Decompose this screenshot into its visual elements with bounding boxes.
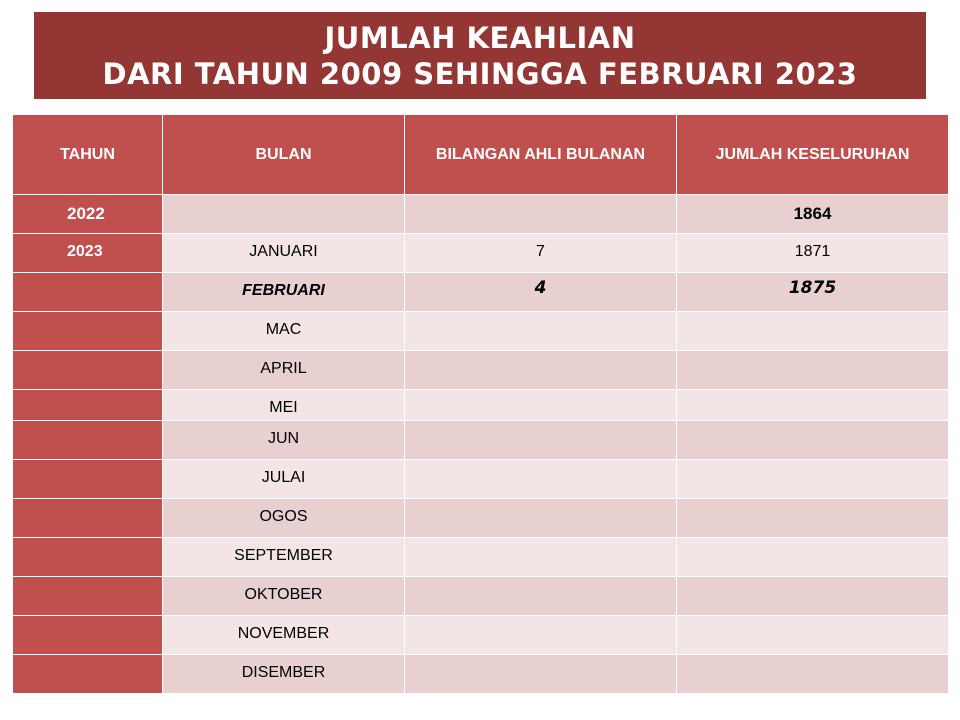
total-count-cell: 1871	[677, 234, 949, 273]
monthly-count-cell	[405, 655, 677, 694]
monthly-count-cell	[405, 577, 677, 616]
month-cell: MAC	[163, 312, 405, 351]
monthly-count-cell	[405, 351, 677, 390]
header-tahun: TAHUN	[13, 115, 163, 195]
table-row	[13, 460, 949, 499]
title-banner	[34, 12, 926, 99]
membership-table	[12, 114, 949, 694]
year-cell: 2023	[13, 234, 163, 273]
monthly-count-cell	[405, 538, 677, 577]
table-row	[13, 421, 949, 460]
title-line-1: JUMLAH KEAHLIAN	[324, 20, 636, 55]
total-count-cell	[677, 421, 949, 460]
year-cell	[13, 577, 163, 616]
year-cell	[13, 312, 163, 351]
year-cell	[13, 499, 163, 538]
total-count-cell: 1875	[677, 273, 949, 312]
year-cell	[13, 655, 163, 694]
table-row	[13, 195, 949, 234]
table-row	[13, 351, 949, 390]
total-count-cell	[677, 616, 949, 655]
table-row	[13, 538, 949, 577]
total-count-cell	[677, 655, 949, 694]
total-count-cell	[677, 351, 949, 390]
year-cell	[13, 351, 163, 390]
table-row	[13, 273, 949, 312]
table-row	[13, 499, 949, 538]
total-count-cell: 1864	[677, 195, 949, 234]
total-count-cell	[677, 460, 949, 499]
month-cell: MEI	[163, 390, 405, 421]
total-count-cell	[677, 312, 949, 351]
total-count-cell	[677, 577, 949, 616]
header-bulan: BULAN	[163, 115, 405, 195]
month-cell: APRIL	[163, 351, 405, 390]
year-cell	[13, 460, 163, 499]
year-cell	[13, 538, 163, 577]
year-cell: 2022	[13, 195, 163, 234]
table-row	[13, 655, 949, 694]
month-cell: OGOS	[163, 499, 405, 538]
table-header-row	[13, 115, 949, 195]
total-count-cell	[677, 538, 949, 577]
table-row	[13, 312, 949, 351]
year-cell	[13, 616, 163, 655]
total-count-cell	[677, 499, 949, 538]
monthly-count-cell	[405, 616, 677, 655]
month-cell: JUN	[163, 421, 405, 460]
month-cell	[163, 195, 405, 234]
month-cell: DISEMBER	[163, 655, 405, 694]
monthly-count-cell	[405, 195, 677, 234]
year-cell	[13, 390, 163, 421]
month-cell: JULAI	[163, 460, 405, 499]
table-row	[13, 390, 949, 421]
table-row	[13, 234, 949, 273]
table-row	[13, 577, 949, 616]
title-line-2: DARI TAHUN 2009 SEHINGGA FEBRUARI 2023	[102, 56, 858, 91]
year-cell	[13, 273, 163, 312]
monthly-count-cell: 4	[405, 273, 677, 312]
header-jumlah-keseluruhan: JUMLAH KESELURUHAN	[677, 115, 949, 195]
monthly-count-cell	[405, 421, 677, 460]
monthly-count-cell	[405, 460, 677, 499]
month-cell: JANUARI	[163, 234, 405, 273]
table-row	[13, 616, 949, 655]
header-bilangan-ahli-bulanan: BILANGAN AHLI BULANAN	[405, 115, 677, 195]
monthly-count-cell	[405, 390, 677, 421]
month-cell: SEPTEMBER	[163, 538, 405, 577]
monthly-count-cell: 7	[405, 234, 677, 273]
year-cell	[13, 421, 163, 460]
month-cell: FEBRUARI	[163, 273, 405, 312]
month-cell: NOVEMBER	[163, 616, 405, 655]
month-cell: OKTOBER	[163, 577, 405, 616]
monthly-count-cell	[405, 312, 677, 351]
monthly-count-cell	[405, 499, 677, 538]
total-count-cell	[677, 390, 949, 421]
